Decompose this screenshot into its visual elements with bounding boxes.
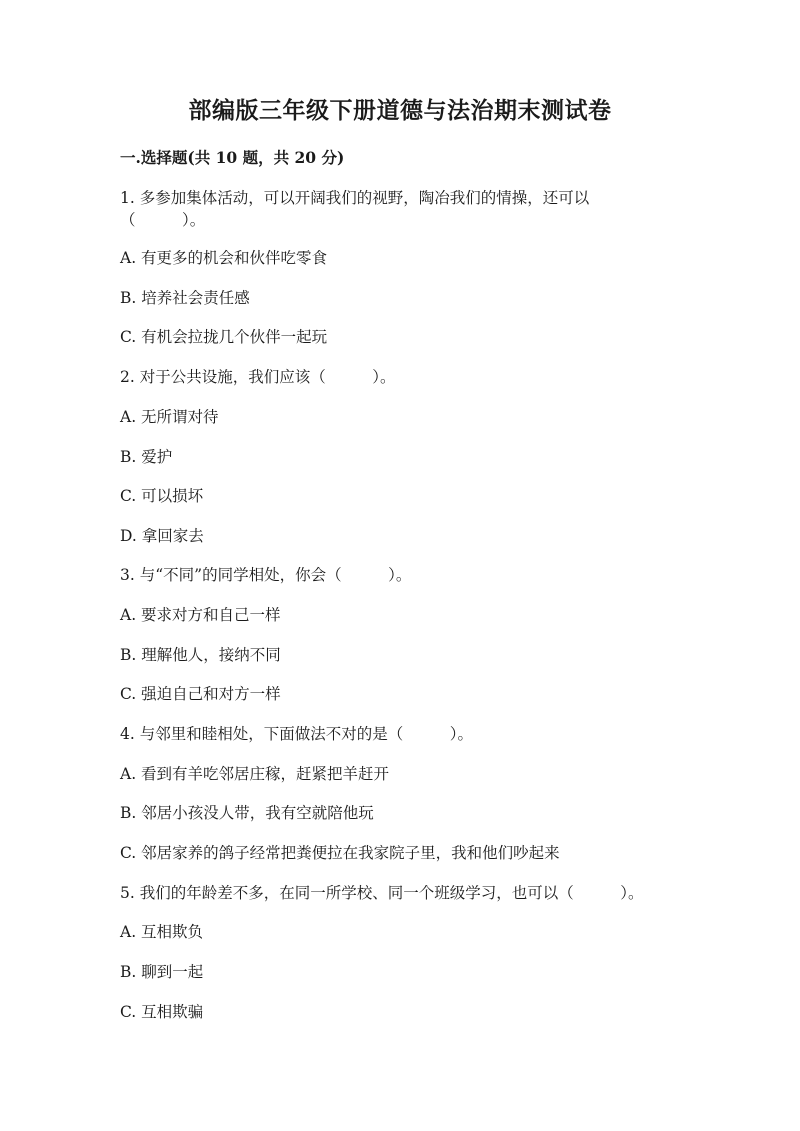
- question-5-option-c: C. 互相欺骗: [120, 1003, 204, 1021]
- question-2-option-a: A. 无所谓对待: [120, 408, 219, 426]
- question-3-option-b: B. 理解他人，接纳不同: [120, 646, 281, 664]
- document-title: 部编版三年级下册道德与法治期末测试卷: [188, 97, 612, 124]
- question-5-option-b: B. 聊到一起: [120, 963, 204, 981]
- question-4-option-b: B. 邻居小孩没人带，我有空就陪他玩: [120, 804, 374, 822]
- question-2-option-b: B. 爱护: [120, 448, 173, 466]
- question-1-option-a: A. 有更多的机会和伙伴吃零食: [120, 249, 328, 267]
- question-4-option-c: C. 邻居家养的鸽子经常把粪便拉在我家院子里，我和他们吵起来: [120, 844, 560, 862]
- question-5-option-a: A. 互相欺负: [120, 923, 204, 941]
- question-3-option-a: A. 要求对方和自己一样: [120, 606, 281, 624]
- question-1-option-c: C. 有机会拉拢几个伙伴一起玩: [120, 328, 328, 346]
- section-heading: 一.选择题(共 10 题，共 20 分): [120, 148, 345, 167]
- question-5-stem: 5. 我们的年龄差不多，在同一所学校、同一个班级学习，也可以（ ）。: [120, 884, 644, 902]
- question-2-option-d: D. 拿回家去: [120, 527, 204, 545]
- question-1-option-b: B. 培养社会责任感: [120, 289, 250, 307]
- question-1-stem-continued: （ ）。: [120, 211, 206, 229]
- question-3-stem: 3. 与“不同”的同学相处，你会（ ）。: [120, 566, 412, 584]
- question-4-option-a: A. 看到有羊吃邻居庄稼，赶紧把羊赶开: [120, 765, 390, 783]
- question-2-stem: 2. 对于公共设施，我们应该（ ）。: [120, 368, 396, 386]
- question-1-stem: 1. 多参加集体活动，可以开阔我们的视野，陶冶我们的情操，还可以: [120, 189, 590, 207]
- question-3-option-c: C. 强迫自己和对方一样: [120, 685, 281, 703]
- question-2-option-c: C. 可以损坏: [120, 487, 204, 505]
- question-4-stem: 4. 与邻里和睦相处，下面做法不对的是（ ）。: [120, 725, 473, 743]
